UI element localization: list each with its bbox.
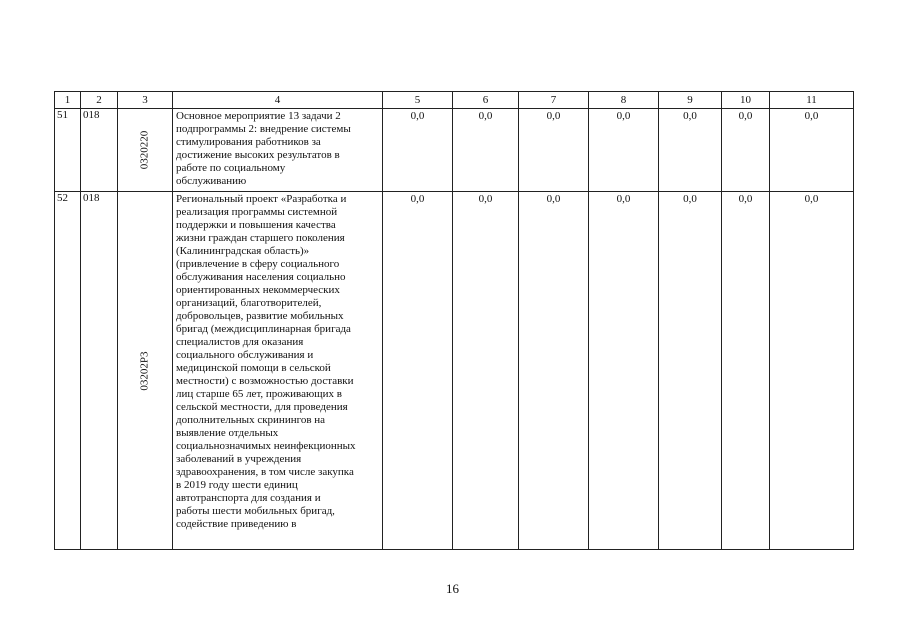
target-code: 03202P3 (138, 350, 151, 391)
header-cell: 3 (118, 92, 173, 109)
target-code-cell (118, 192, 173, 550)
header-cell: 6 (453, 92, 519, 109)
header-row (55, 92, 854, 109)
value-cell: 0,0 (453, 109, 519, 192)
value-cell: 0,0 (453, 192, 519, 550)
header-cell: 7 (519, 92, 589, 109)
value-cell: 0,0 (383, 109, 453, 192)
value-cell: 0,0 (770, 109, 854, 192)
row-number: 51 (55, 109, 81, 192)
target-code: 0320220 (138, 130, 151, 170)
header-cell: 4 (173, 92, 383, 109)
header-cell: 11 (770, 92, 854, 109)
value-cell: 0,0 (659, 109, 722, 192)
header-cell: 1 (55, 92, 81, 109)
ministry-code: 018 (81, 109, 118, 192)
value-cell: 0,0 (659, 192, 722, 550)
header-cell: 10 (722, 92, 770, 109)
value-cell: 0,0 (519, 192, 589, 550)
row-description: Основное мероприятие 13 задачи 2 подпрограммы 2: внедрение системы стимулирования работников за достижение высоких результатов в работе по социальному обслуживанию (173, 109, 383, 192)
value-cell: 0,0 (770, 192, 854, 550)
value-cell: 0,0 (383, 192, 453, 550)
budget-table (54, 91, 854, 550)
header-cell: 5 (383, 92, 453, 109)
row-number: 52 (55, 192, 81, 550)
header-cell: 9 (659, 92, 722, 109)
row-description: Региональный проект «Разработка и реализация программы системной поддержки и повышения качества жизни граждан старшего поколения (Калининградская область)» (привлечение в сферу социального обслуживания населения социально ориентированных некоммерческих организаций, благотворителей, добровольцев, развитие мобильных бригад (междисциплинарная бригада специалистов для оказания социального обслуживания и медицинской помощи в сельской местности) с возможностью доставки лиц старше 65 лет, проживающих в сельской местности, для проведения дополнительных скринингов на выявление отдельных социальнозначимых неинфекционных заболеваний в учреждения здравоохранения, в том числе закупка в 2019 году шести единиц автотранспорта для создания и работы шести мобильных бригад, содействие приведению в (173, 192, 383, 550)
value-cell: 0,0 (589, 109, 659, 192)
ministry-code: 018 (81, 192, 118, 550)
value-cell: 0,0 (589, 192, 659, 550)
value-cell: 0,0 (722, 192, 770, 550)
page-number: 16 (446, 581, 459, 596)
table-row (55, 109, 854, 192)
header-cell: 2 (81, 92, 118, 109)
target-code-cell (118, 109, 173, 192)
header-cell: 8 (589, 92, 659, 109)
value-cell: 0,0 (519, 109, 589, 192)
value-cell: 0,0 (722, 109, 770, 192)
table-row (55, 192, 854, 550)
